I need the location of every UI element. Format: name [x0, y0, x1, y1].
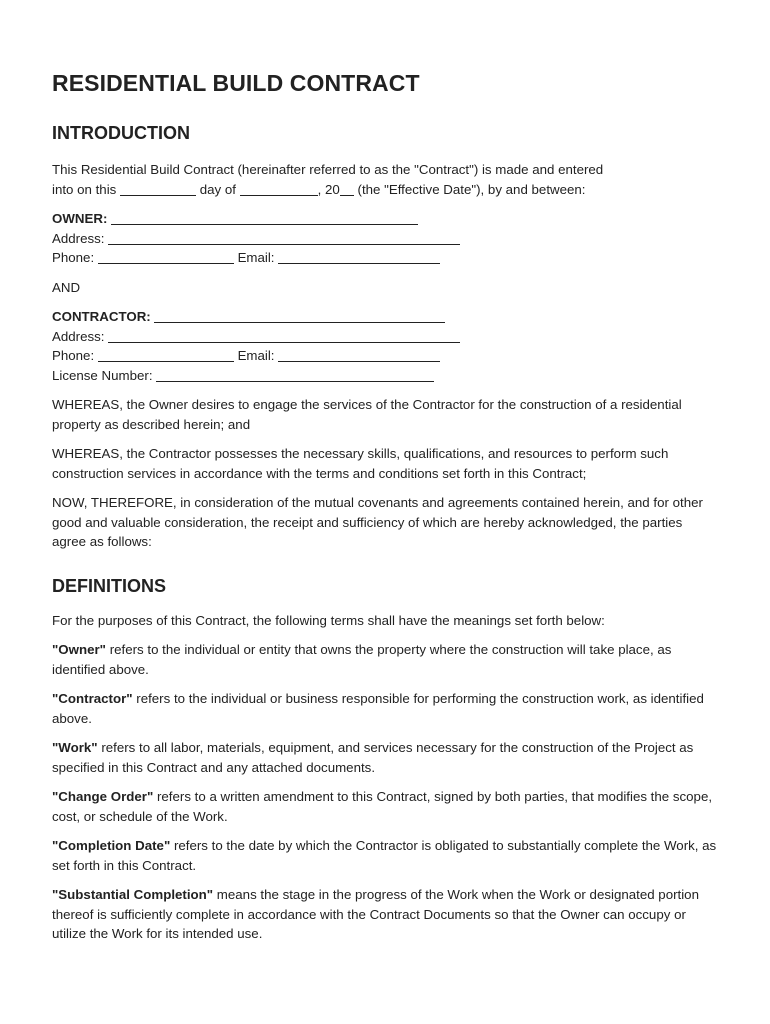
year-blank[interactable] [340, 182, 354, 196]
definition-term: "Change Order" [52, 789, 154, 804]
day-blank[interactable] [120, 182, 196, 196]
definition-text: means the stage in the progress of the Work when the Work or designated portion thereof is sufficiently complete in accordance with the Contract Documents so that the Owner can occupy or utilize the Work for its intended use. [52, 887, 699, 941]
now-therefore-paragraph: NOW, THEREFORE, in consideration of the mutual covenants and agreements contained herein, and for other good and valuable consideration, the receipt and sufficiency of which are hereby acknowledged, the parties agree as follows: [52, 495, 703, 549]
contractor-block [52, 307, 718, 385]
intro-text-2d: (the "Effective Date"), by and between: [353, 181, 586, 197]
definition-text: refers to a written amendment to this Contract, signed by both parties, that modifies the scope, cost, or schedule of the Work. [52, 789, 713, 824]
contractor-phone-blank[interactable] [98, 348, 234, 362]
definition-term: "Completion Date" [52, 838, 171, 853]
owner-phone-blank[interactable] [98, 250, 234, 264]
definition-term: "Contractor" [52, 691, 133, 706]
owner-email-blank[interactable] [278, 250, 440, 264]
owner-name-blank[interactable] [111, 211, 418, 225]
definition-work [52, 738, 718, 777]
contractor-license-line [52, 366, 718, 386]
definition-text: refers to the date by which the Contractor is obligated to substantially complete the Work, as set forth in this Contract. [52, 838, 717, 873]
definition-text: refers to the individual or entity that owns the property where the construction will take place, as identified above. [52, 642, 672, 677]
owner-email-label: Email: [237, 250, 275, 265]
intro-paragraph [52, 160, 718, 199]
definition-contractor [52, 689, 718, 728]
definition-text: refers to all labor, materials, equipment, and services necessary for the construction of the Project as specified in this Contract and any attached documents. [52, 740, 694, 775]
owner-line [52, 209, 718, 229]
whereas-paragraph-2: WHEREAS, the Contractor possesses the necessary skills, qualifications, and resources to perform such construction services in accordance with the terms and conditions set forth in this Contract; [52, 446, 669, 481]
definition-owner [52, 640, 718, 679]
intro-text-2c: , 20 [317, 181, 340, 197]
contractor-license-blank[interactable] [156, 368, 434, 382]
and-separator: AND [52, 279, 81, 295]
definitions-heading: DEFINITIONS [52, 575, 167, 596]
owner-contact-line [52, 248, 718, 268]
definition-substantial-completion [52, 885, 718, 944]
introduction-heading: INTRODUCTION [52, 123, 190, 143]
contractor-address-blank[interactable] [108, 329, 460, 343]
month-blank[interactable] [240, 182, 318, 196]
definition-term: "Substantial Completion" [52, 887, 214, 902]
contractor-name-blank[interactable] [154, 309, 445, 323]
owner-phone-label: Phone: [52, 250, 95, 265]
owner-address-label: Address: [52, 230, 105, 246]
intro-text-1: This Residential Build Contract (hereinafter referred to as the "Contract") is made and entered [52, 162, 604, 177]
definition-term: "Owner" [52, 642, 106, 657]
contractor-address-label: Address: [52, 328, 105, 344]
owner-address-line [52, 229, 718, 249]
owner-block [52, 209, 718, 268]
definitions-lead: For the purposes of this Contract, the following terms shall have the meanings set forth below: [52, 612, 605, 628]
intro-text-2a: into on this [52, 181, 121, 197]
owner-label: OWNER: [52, 211, 108, 226]
contractor-contact-line [52, 346, 718, 366]
definition-text: refers to the individual or business responsible for performing the construction work, as identified above. [52, 691, 704, 726]
definition-change-order [52, 787, 718, 826]
contractor-address-line [52, 327, 718, 347]
whereas-paragraph-1: WHEREAS, the Owner desires to engage the services of the Contractor for the construction of a residential property as described herein; and [52, 397, 682, 432]
contractor-email-label: Email: [237, 348, 275, 363]
owner-address-blank[interactable] [108, 231, 460, 245]
intro-text-2b: day of [196, 181, 240, 197]
document-title: RESIDENTIAL BUILD CONTRACT [52, 70, 420, 96]
contractor-phone-label: Phone: [52, 348, 95, 363]
definition-completion-date [52, 836, 718, 875]
contractor-line [52, 307, 718, 327]
contractor-license-label: License Number: [52, 367, 153, 383]
definition-term: "Work" [52, 740, 98, 755]
contractor-label: CONTRACTOR: [52, 309, 151, 324]
contractor-email-blank[interactable] [278, 348, 440, 362]
